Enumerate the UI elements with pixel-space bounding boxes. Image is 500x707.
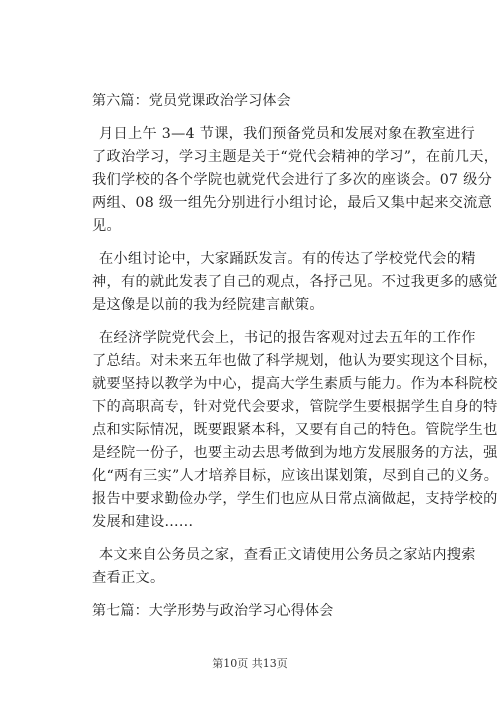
paragraph-line: 点和实际情况，既要跟紧本科，又要有自己的特色。管院学生也 (92, 422, 498, 438)
spacer (92, 534, 472, 544)
paragraph-1 (92, 123, 499, 238)
paragraph-line: 是这像是以前的我为经院建言献策。 (92, 297, 324, 313)
spacer (92, 317, 472, 327)
paragraph-line: 报告中要求勤俭办学，学生们也应从日常点滴做起，支持学校的 (92, 491, 498, 507)
paragraph-line: 发展和建设...... (92, 514, 194, 530)
paragraph-4 (92, 544, 476, 590)
paragraph-line: 是经院一份子，也要主动去思考做到为地方发展服务的方法，强 (92, 445, 498, 461)
paragraph-line: 见。 (92, 218, 121, 234)
spacer (92, 590, 472, 600)
spacer (92, 113, 472, 123)
paragraph-line: 化“两有三实”人才培养目标，应该出谋划策，尽到自己的义务。 (92, 468, 499, 484)
paragraph-line: 神，有的就此发表了自己的观点，各抒己见。不过我更多的感觉 (92, 274, 498, 290)
paragraph-line: 了总结。对未来五年也做了科学规划，他认为要实现这个目标， (92, 353, 498, 369)
paragraph-line: 就要坚持以教学为中心，提高大学生素质与能力。作为本科院校 (92, 376, 498, 392)
section-heading-7: 第七篇：大学形势与政治学习心得体会 (92, 603, 334, 619)
paragraph-line: 了政治学习，学习主题是关于“党代会精神的学习”，在前几天， (92, 149, 499, 165)
section-heading-6: 第六篇：党员党课政治学习体会 (92, 93, 291, 109)
paragraph-2 (92, 248, 498, 317)
paragraph-line: 在经济学院党代会上，书记的报告客观对过去五年的工作作 (99, 330, 476, 346)
spacer (92, 238, 472, 248)
paragraph-line: 查看正文。 (92, 570, 165, 586)
page-number-footer: 第10页 共13页 (212, 657, 288, 670)
document-body (92, 90, 499, 623)
paragraph-line: 两组、08 级一组先分别进行小组讨论，最后又集中起来交流意 (92, 195, 493, 211)
paragraph-line: 在小组讨论中，大家踊跃发言。有的传达了学校党代会的精 (99, 251, 476, 267)
paragraph-line: 我们学校的各个学院也就党代会进行了多次的座谈会。07 级分 (92, 172, 493, 188)
paragraph-3 (92, 327, 499, 534)
paragraph-line: 本文来自公务员之家，查看正文请使用公务员之家站内搜索 (99, 547, 476, 563)
paragraph-line: 月日上午 3—4 节课，我们预备党员和发展对象在教室进行 (99, 126, 475, 142)
paragraph-line: 下的高职高专，针对党代会要求，管院学生要根据学生自身的特 (92, 399, 498, 415)
